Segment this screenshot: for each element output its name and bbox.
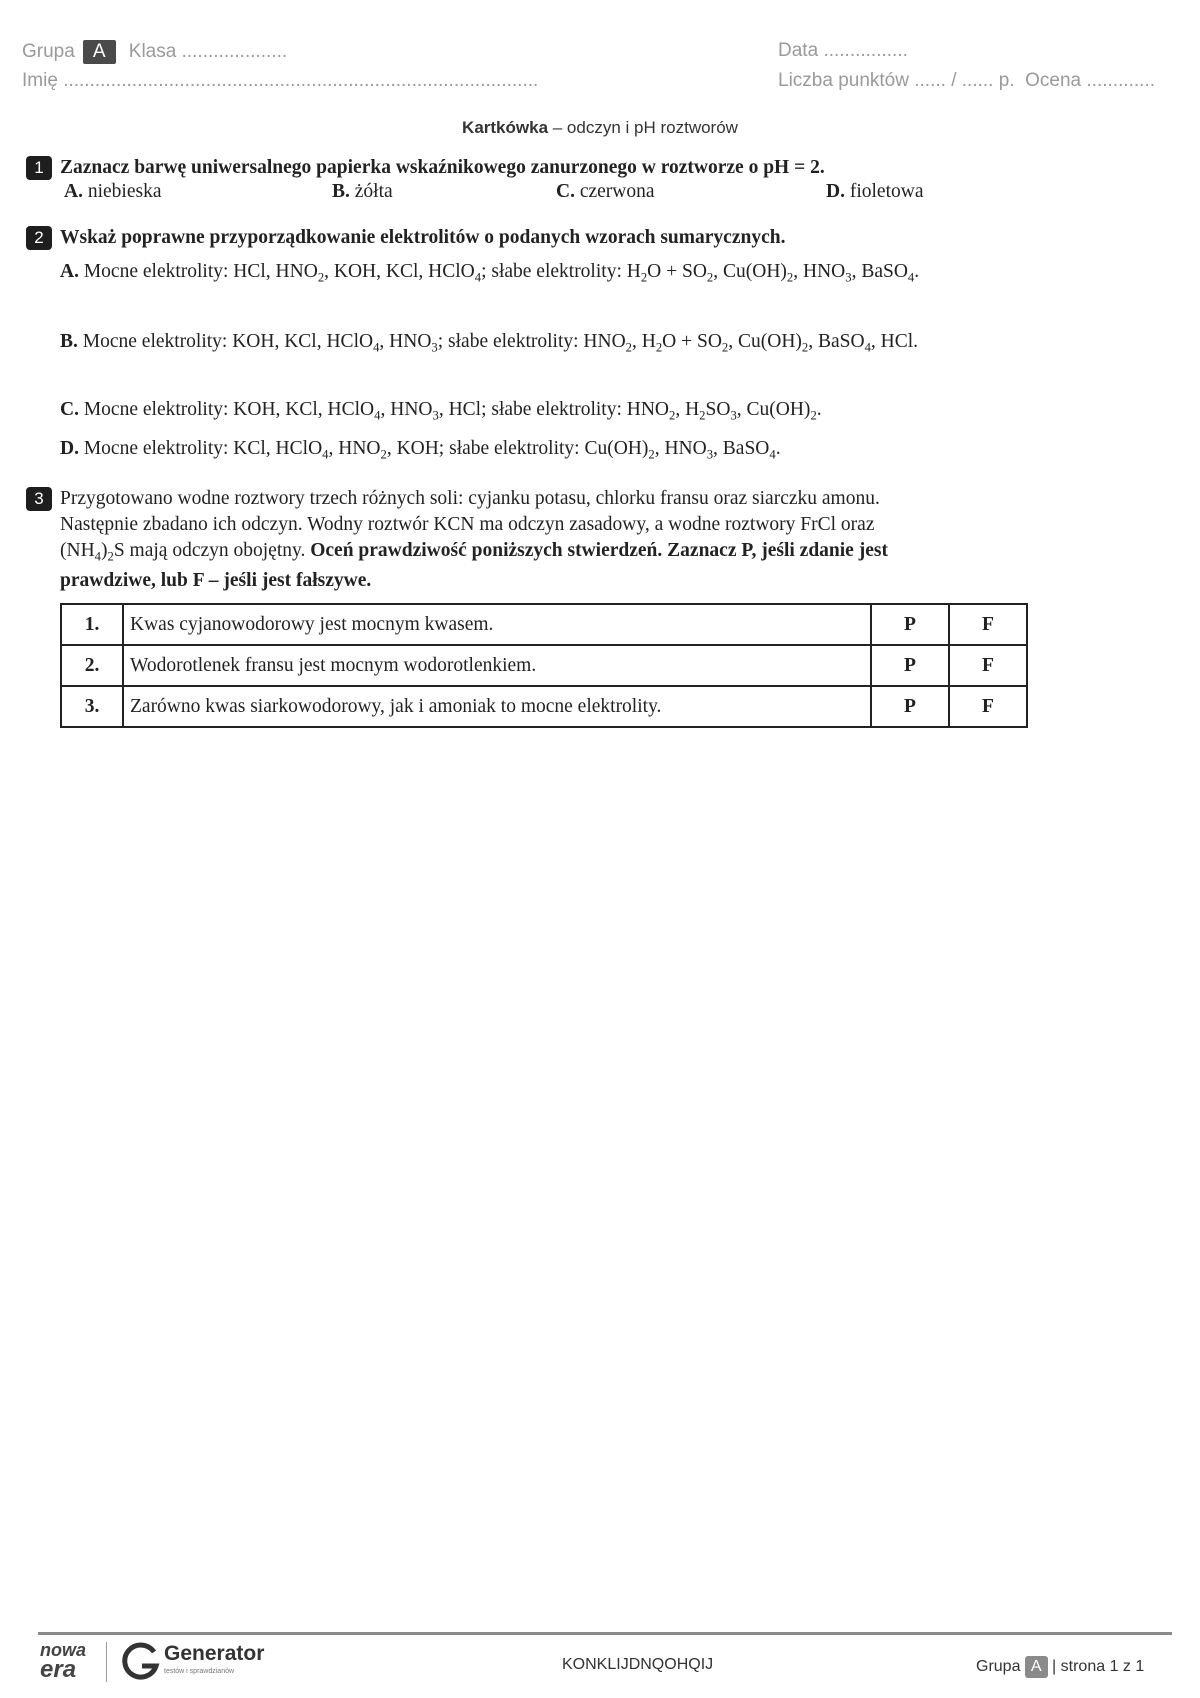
true-option[interactable]: P <box>871 686 949 727</box>
points-label: Liczba punktów <box>778 70 909 91</box>
title-rest: – odczyn i pH roztworów <box>548 118 738 137</box>
question-number-1: 1 <box>26 156 52 180</box>
answer-a[interactable]: A. Mocne elektrolity: HCl, $HNO_2$, KOH, KCl, HClO$_4$; słabe elektrolity: $H_2O + SO_2$, $Cu(OH)_2$, $HNO_3$, BaSO$_4$. <box>60 261 920 285</box>
false-option[interactable]: F <box>949 645 1027 686</box>
option-a[interactable]: A. niebieska <box>64 181 162 202</box>
table-row <box>61 686 1027 727</box>
nowa-era-logo: nowa era <box>40 1640 87 1683</box>
true-option[interactable]: P <box>871 604 949 645</box>
grade-dots: ............. <box>1086 70 1156 91</box>
question-3-text <box>60 486 1040 594</box>
row-number: 2. <box>61 645 123 686</box>
name-dots: .......................................................................................... <box>63 70 539 91</box>
generator-label: Generator <box>164 1642 265 1665</box>
true-option[interactable]: P <box>871 645 949 686</box>
footer-page-info <box>976 1656 1144 1678</box>
false-option[interactable]: F <box>949 604 1027 645</box>
question-number-3: 3 <box>26 487 52 511</box>
points-field <box>778 70 1155 92</box>
group-label: Grupa <box>22 41 75 62</box>
date-dots: ................ <box>823 40 908 61</box>
footer-divider <box>38 1632 1172 1635</box>
generator-sub: testów i sprawdzianów <box>164 1668 235 1675</box>
option-b[interactable]: B. żółta <box>332 181 393 202</box>
option-d[interactable]: D. fioletowa <box>826 181 924 202</box>
name-field <box>22 70 538 92</box>
row-statement: Wodorotlenek fransu jest mocnym wodorotlenkiem. <box>123 645 871 686</box>
question-2-text: Wskaż poprawne przyporządkowanie elektrolitów o podanych wzorach sumarycznych. <box>60 227 786 248</box>
answer-d[interactable]: D. Mocne elektrolity: KCl, HClO$_4$, $HNO_2$, KOH; słabe elektrolity: $Cu(OH)_2$, $HNO_3$, BaSO$_4$. <box>60 438 781 462</box>
page-number: | strona 1 z 1 <box>1052 1658 1145 1675</box>
document-code: KONKLIJDNQOHQIJ <box>562 1656 714 1673</box>
row-statement: Zarówno kwas siarkowodorowy, jak i amoniak to mocne elektrolity. <box>123 686 871 727</box>
grade-label: Ocena <box>1025 70 1082 91</box>
name-label: Imię <box>22 70 58 91</box>
page-title <box>0 118 1200 138</box>
title-bold: Kartkówka <box>462 118 549 137</box>
option-c[interactable]: C. czerwona <box>556 181 655 202</box>
class-label: Klasa <box>128 41 177 62</box>
q3-instruction-line-2: prawdziwe, lub F – jeśli jest fałszywe. <box>60 570 372 591</box>
table-row <box>61 645 1027 686</box>
group-badge: A <box>83 40 116 64</box>
row-statement: Kwas cyjanowodorowy jest mocnym kwasem. <box>123 604 871 645</box>
q3-intro-line-2: Następnie zbadano ich odczyn. Wodny roztwór KCN ma odczyn zasadowy, a wodne roztwory FrCl oraz <box>60 514 875 535</box>
date-field <box>778 40 908 62</box>
date-label: Data <box>778 40 819 61</box>
answer-c[interactable]: C. Mocne elektrolity: KOH, KCl, HClO$_4$, $HNO_3$, HCl; słabe elektrolity: $HNO_2$, $H_2SO_3$, $Cu(OH)_2$. <box>60 399 822 423</box>
group-field <box>22 40 287 64</box>
table-row <box>61 604 1027 645</box>
logo-separator <box>106 1642 107 1682</box>
question-1-text: Zaznacz barwę uniwersalnego papierka wskaźnikowego zanurzonego w roztworze o pH = 2. <box>60 157 825 178</box>
q3-intro-line-1: Przygotowano wodne roztwory trzech różnych soli: cyjanku potasu, chlorku fransu oraz siarczku amonu. <box>60 488 880 509</box>
false-option[interactable]: F <box>949 686 1027 727</box>
footer-group-badge: A <box>1025 1656 1048 1678</box>
answer-b[interactable]: B. Mocne elektrolity: KOH, KCl, HClO$_4$, $HNO_3$; słabe elektrolity: $HNO_2$, $H_2O + SO_2$, $Cu(OH)_2$, BaSO$_4$, HCl. <box>60 331 919 355</box>
footer-group-label: Grupa <box>976 1658 1021 1675</box>
generator-g-icon <box>122 1642 162 1682</box>
points-value: ...... / ...... p. <box>914 70 1015 91</box>
question-number-2: 2 <box>26 226 52 250</box>
class-dots: .................... <box>181 41 288 62</box>
row-number: 3. <box>61 686 123 727</box>
row-number: 1. <box>61 604 123 645</box>
true-false-table <box>60 603 1028 728</box>
q3-intro-line-3: $(NH_4)_2S$ mają odczyn obojętny. Oceń prawdziwość poniższych stwierdzeń. Zaznacz P, jeśli zdanie jest <box>60 540 888 564</box>
